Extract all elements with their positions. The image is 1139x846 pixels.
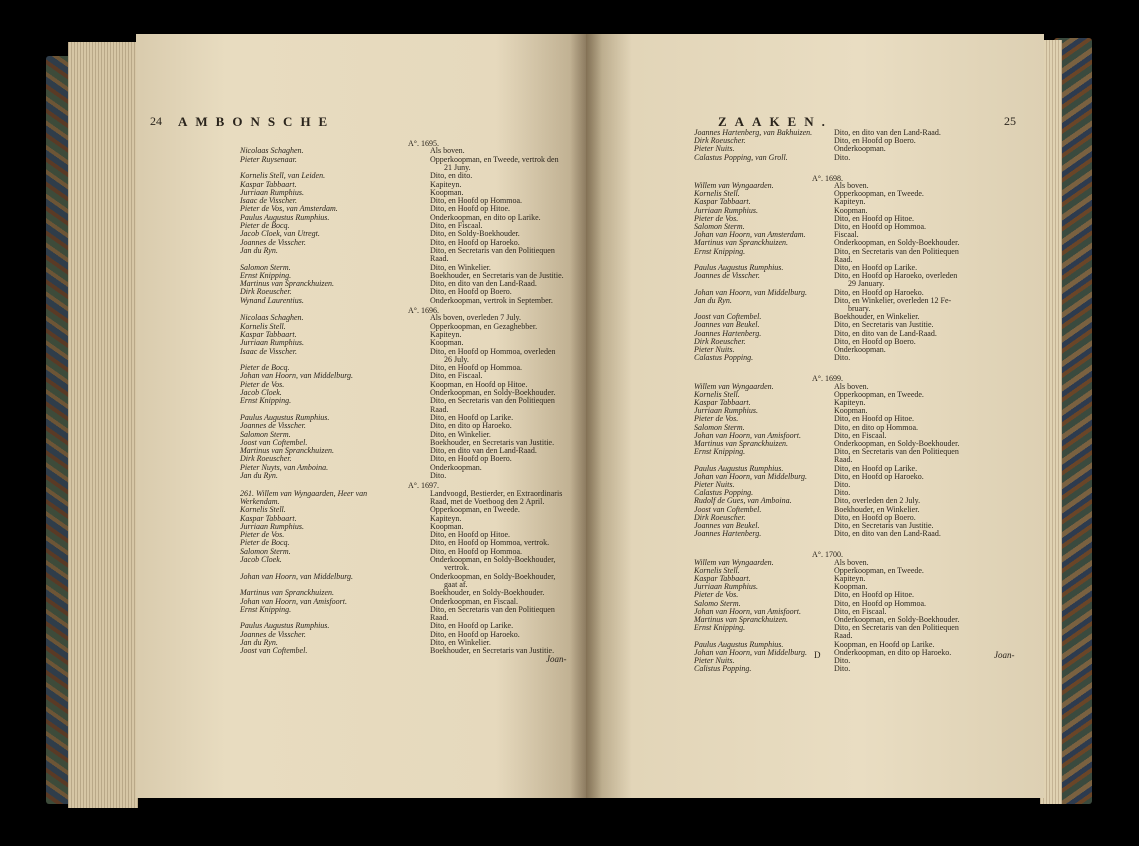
officer-rank: Koopman.: [430, 338, 464, 348]
officer-rank: Dito, en Hoofd op Hommoa.: [834, 222, 926, 231]
officer-name: Joost van Coftembel.: [694, 504, 762, 514]
officer-name: Johan van Hoorn, van Middelburg.: [694, 471, 808, 481]
officer-rank: Dito, en Secretaris van den Politiequen: [430, 245, 555, 255]
officer-rank: Als boven.: [834, 181, 869, 190]
officer-name: Jurriaan Rumphius.: [240, 521, 304, 531]
officer-rank: Onderkoopman, en Fiscaal.: [430, 596, 518, 606]
officer-rank: Dito, en Hoofd op Hitoe.: [834, 590, 914, 600]
officer-name: Jurriaan Rumphius.: [240, 187, 304, 197]
officer-name: Salomon Sterm.: [240, 262, 291, 272]
running-header: ZAAKEN.: [718, 114, 833, 129]
officer-rank: Opperkoopman, en Tweede.: [834, 189, 924, 199]
officer-name: Martinus van Spranckhuizen.: [694, 615, 788, 624]
officer-rank: Dito, en Secretaris van den Politiequen: [834, 246, 959, 256]
officer-name: Paulus Augustus Rumphius.: [240, 621, 330, 631]
year-heading: A°. 1699.: [812, 374, 843, 384]
officer-rank: Dito, en Fiscaal.: [430, 221, 483, 230]
officer-rank: Raad.: [834, 631, 853, 641]
officer-name: 261. Willem van Wyngaarden, Heer van: [240, 488, 368, 498]
officer-name: Pieter de Bocq.: [240, 221, 290, 230]
officer-name: Martinus van Spranckhuizen.: [694, 238, 788, 248]
officer-name: Pieter de Bocq.: [240, 363, 290, 373]
officer-name: Jan du Ryn.: [240, 471, 278, 480]
officer-rank: Raad.: [834, 455, 853, 465]
page-edges-left: [68, 42, 138, 808]
officer-rank: bruary.: [848, 304, 871, 313]
officer-name: Salomon Sterm.: [694, 422, 745, 432]
officer-name: Dirk Roeuscher.: [694, 136, 746, 146]
officer-rank: Fiscaal.: [834, 230, 859, 240]
officer-rank: Als boven.: [834, 557, 869, 567]
officer-rank: Als boven.: [834, 381, 869, 391]
officer-rank: Onderkoopman, vertrok in September.: [430, 295, 553, 305]
officer-rank: 29 January.: [848, 279, 885, 289]
officer-name: Paulus Augustus Rumphius.: [240, 212, 330, 222]
officer-rank: 21 Juny.: [444, 162, 471, 172]
officer-name: Ernst Knipping.: [240, 604, 292, 614]
officer-rank: Dito, en dito van den Land-Raad.: [430, 279, 537, 289]
officer-name: Joannes de Visscher.: [240, 629, 306, 639]
officer-rank: Opperkoopman, en Tweede.: [834, 389, 924, 399]
officer-rank: Dito, en Winkelier, overleden 12 Fe-: [834, 295, 952, 305]
running-header: AMBONSCHE: [178, 114, 336, 129]
officer-rank: Dito, en dito van de Land-Raad.: [834, 328, 937, 338]
officer-name: Kornelis Stell, van Leiden.: [240, 171, 326, 181]
officer-rank: Dito.: [834, 656, 851, 665]
officer-name: Joannes de Visscher.: [240, 237, 306, 247]
signature-mark: D: [814, 650, 821, 660]
year-heading: A°. 1700.: [812, 550, 843, 560]
officer-rank: Dito, en dito op Hommoa.: [834, 422, 918, 432]
catchword: Joan-: [994, 650, 1015, 660]
officer-name: Johan van Hoorn, van Amisfoort.: [694, 430, 801, 440]
officer-rank: Dito, en Hoofd op Larike.: [430, 621, 514, 631]
officer-rank: Dito, en Hoofd op Boero.: [834, 336, 916, 346]
officer-rank: Dito, en Secretaris van den Politiequen: [430, 604, 555, 614]
officer-name: Joost van Coftembel.: [240, 437, 308, 447]
officer-name: Salomon Sterm.: [694, 222, 745, 231]
officer-rank: Als boven, overleden 7 July.: [430, 313, 522, 323]
officer-rank: Dito, en Hoofd op Hitoe.: [430, 530, 510, 540]
officer-rank: Dito, en Secretaris van den Politiequen: [430, 396, 555, 406]
officer-rank: Kapiteyn.: [834, 197, 866, 207]
officer-rank: Dito.: [834, 488, 851, 498]
officer-rank: Dito, en Hoofd op Boero.: [834, 512, 916, 522]
officer-rank: Onderkoopman, en dito op Larike.: [430, 212, 541, 222]
officer-name: Pieter Nuyts, van Amboina.: [240, 462, 329, 472]
officer-name: Pieter Ruysenaar.: [240, 154, 297, 164]
officer-rank: Dito, en dito.: [430, 171, 473, 181]
officer-name: Martinus van Spranckhuizen.: [240, 588, 334, 598]
officer-name: Joannes van Beukel.: [694, 521, 760, 530]
officer-name: Paulus Augustus Rumphius.: [694, 639, 784, 649]
officer-rank: gaat af.: [444, 579, 468, 589]
officer-rank: Dito, en Winkelier.: [430, 638, 491, 647]
officer-name: Pieter Nuits.: [694, 345, 735, 354]
officer-rank: Koopman.: [834, 406, 868, 416]
officer-name: Nicolaas Schaghen.: [240, 146, 304, 156]
officer-name: Kornelis Stell.: [240, 505, 286, 515]
officer-name: Martinus van Spranckhuizen.: [694, 439, 788, 448]
officer-rank: Dito.: [834, 664, 851, 674]
officer-name: Joannes Hartenberg.: [694, 328, 762, 338]
officer-rank: Raad.: [430, 613, 449, 623]
open-book: [46, 34, 1092, 810]
officer-name: Pieter de Vos.: [694, 414, 739, 424]
officer-name: Joost van Coftembel.: [240, 646, 308, 656]
officer-name: Calastus Popping.: [694, 353, 754, 363]
officer-rank: Raad, met de Voetboog den 2 April.: [430, 496, 545, 506]
officer-name: Paulus Augustus Rumphius.: [694, 263, 784, 272]
officer-rank: Dito, en Hoofd op Hitoe.: [834, 213, 914, 223]
officer-rank: Dito, en Hoofd op Boero.: [430, 454, 512, 464]
officer-rank: Dito, en Winkelier.: [430, 262, 491, 272]
officer-name: Calastus Popping.: [694, 488, 754, 498]
officer-rank: Dito, en Hoofd op Hommoa.: [430, 196, 522, 206]
officer-rank: Dito, en Hoofd op Hitoe.: [834, 414, 914, 424]
officer-rank: Onderkoopman, en Soldy-Boekhouder.: [834, 238, 960, 248]
officer-rank: Dito, en Secretaris van Justitie.: [834, 320, 934, 330]
officer-rank: Dito, en Secretaris van den Politiequen: [834, 447, 959, 457]
officer-name: Johan van Hoorn, van Amsterdam.: [694, 230, 806, 240]
officer-rank: Opperkoopman, en Tweede.: [430, 505, 520, 515]
officer-rank: Dito, en Fiscaal.: [834, 606, 887, 616]
officer-rank: Dito, en Hoofd op Haroeko.: [834, 471, 924, 481]
officer-name: Isaac de Visscher.: [240, 196, 297, 206]
officer-rank: Dito, en dito van den Land-Raad.: [834, 529, 941, 539]
officer-name: Pieter de Bocq.: [240, 538, 290, 548]
officer-name: Kornelis Stell.: [694, 565, 740, 575]
officer-rank: Koopman.: [430, 521, 464, 531]
officer-rank: Dito, en Hoofd op Hitoe.: [430, 204, 510, 214]
officer-rank: Boekhouder, en Winkelier.: [834, 312, 920, 322]
officer-rank: Dito, en Secretaris van Justitie.: [834, 521, 934, 530]
officer-name: Calastus Popping, van Groll.: [694, 152, 788, 162]
officer-name: Martinus van Spranckhuizen.: [240, 446, 334, 456]
officer-rank: Dito, en Hoofd op Boero.: [430, 287, 512, 297]
officer-name: Johan van Hoorn, van Amisfoort.: [240, 596, 347, 606]
officer-rank: Onderkoopman, en Soldy-Boekhouder.: [430, 388, 556, 397]
officer-name: Johan van Hoorn, van Middelburg.: [694, 647, 808, 657]
officer-name: Johan van Hoorn, van Amisfoort.: [694, 606, 801, 616]
officer-name: Wynand Laurentius.: [240, 295, 304, 305]
gutter-shadow: [570, 34, 602, 798]
officer-name: Pieter de Vos.: [240, 379, 285, 389]
officer-rank: Dito, en Fiscaal.: [834, 430, 887, 440]
officer-name: Pieter de Vos.: [240, 530, 285, 540]
officer-name: Joannes Hartenberg.: [694, 529, 762, 539]
officer-rank: Raad.: [430, 404, 449, 414]
officer-rank: Kapiteyn.: [834, 574, 866, 583]
officer-rank: Raad.: [834, 254, 853, 264]
officer-rank: Opperkoopman, en Gezaghebber.: [430, 321, 538, 331]
officer-name: Jurriaan Rumphius.: [694, 406, 758, 416]
officer-rank: vertrok.: [444, 563, 470, 573]
officer-rank: Dito, en Hoofd op Haroeko.: [834, 287, 924, 297]
officer-rank: Onderkoopman, en Soldy-Boekhouder,: [430, 555, 556, 564]
officer-name: Rudolf de Gues, van Amboina.: [694, 496, 792, 506]
officer-rank: Als boven.: [430, 146, 465, 156]
officer-rank: Boekhouder, en Winkelier.: [834, 504, 920, 514]
officer-name: Jacob Cloek, van Utregt.: [240, 229, 320, 239]
officer-rank: Onderkoopman, en dito op Haroeko.: [834, 647, 952, 657]
officer-rank: Opperkoopman, en Tweede.: [834, 565, 924, 575]
officer-rank: Kapiteyn.: [834, 398, 866, 407]
officer-name: Kaspar Tabbaart.: [240, 513, 297, 523]
officer-rank: Dito, en dito van den Land-Raad.: [430, 446, 537, 456]
officer-name: Johan van Hoorn, van Middelburg.: [694, 287, 808, 297]
officer-name: Kornelis Stell.: [694, 189, 740, 199]
officer-rank: Onderkoopman.: [430, 462, 482, 472]
officer-name: Jan du Ryn.: [694, 295, 732, 305]
officer-rank: Onderkoopman.: [834, 144, 886, 154]
officer-rank: Dito, en Hoofd op Hommoa.: [834, 598, 926, 608]
officer-name: Jurriaan Rumphius.: [694, 205, 758, 215]
officer-rank: Boekhouder, en Secretaris van Justitie.: [430, 646, 555, 656]
officer-name: Dirk Roeuscher.: [694, 512, 746, 522]
officer-rank: Dito, en dito van den Land-Raad.: [834, 128, 941, 137]
officer-rank: Dito.: [430, 471, 447, 480]
officer-rank: Dito, en Hoofd op Larike.: [834, 263, 918, 272]
officer-rank: Dito.: [834, 353, 851, 363]
officer-name: Joannes de Visscher.: [240, 421, 306, 431]
officer-name: Isaac de Visscher.: [240, 346, 297, 356]
officer-rank: Dito, en Fiscaal.: [430, 371, 483, 381]
officer-rank: Koopman, en Hoofd op Larike.: [834, 639, 935, 649]
officer-rank: Dito, overleden den 2 July.: [834, 496, 921, 506]
officer-rank: Kapiteyn.: [430, 179, 462, 189]
officer-name: Nicolaas Schaghen.: [240, 313, 304, 323]
officer-name: Calistus Popping.: [694, 664, 752, 674]
officer-name: Johan van Hoorn, van Middelburg.: [240, 371, 354, 381]
officer-name: Pieter Nuits.: [694, 656, 735, 665]
officer-name: Jacob Cloek.: [240, 555, 282, 564]
officer-name: Kaspar Tabbaart.: [694, 197, 751, 207]
officer-rank: 26 July.: [444, 354, 469, 364]
officer-name: Pieter de Vos.: [694, 213, 739, 223]
officer-name: Pieter Nuits.: [694, 144, 735, 154]
officer-name: Ernst Knipping.: [240, 270, 292, 280]
officer-name: Willem van Wyngaarden.: [694, 557, 774, 567]
officer-name: Pieter de Vos, van Amsterdam.: [240, 204, 338, 214]
officer-name: Jan du Ryn.: [240, 638, 278, 647]
officer-name: Pieter de Vos.: [694, 590, 739, 600]
officer-rank: Landvoogd, Bestierder, en Extraordinaris: [430, 488, 563, 498]
officer-name: Jacob Cloek.: [240, 388, 282, 397]
officer-rank: Koopman.: [430, 187, 464, 197]
officer-rank: Dito, en Hoofd op Hommoa.: [430, 363, 522, 373]
page-number: 25: [1004, 114, 1016, 128]
officer-rank: Dito, en Hoofd op Haroeko, overleden: [834, 271, 958, 281]
officer-rank: Dito, en dito op Haroeko.: [430, 421, 512, 431]
officer-name: Joannes de Visscher.: [694, 271, 760, 281]
officer-name: Jurriaan Rumphius.: [240, 338, 304, 348]
officer-rank: Raad.: [430, 254, 449, 264]
officer-rank: Dito, en Hoofd op Larike.: [834, 463, 918, 473]
officer-name: Dirk Roeuscher.: [240, 454, 292, 464]
officer-name: Ernst Knipping.: [694, 447, 746, 457]
officer-rank: Dito.: [834, 480, 851, 489]
year-heading: A°. 1696.: [408, 306, 439, 315]
left-page: [136, 34, 586, 798]
officer-rank: Dito, en Hoofd op Hommoa.: [430, 546, 522, 556]
officer-name: Joannes Hartenberg, van Bakhuizen.: [694, 128, 813, 137]
officer-name: Salomon Sterm.: [240, 429, 291, 439]
officer-name: Joost van Coftembel.: [694, 312, 762, 322]
officer-rank: Dito.: [834, 152, 851, 162]
officer-rank: Dito, en Soldy-Boekhouder.: [430, 229, 520, 239]
right-page: [586, 34, 1044, 798]
officer-rank: Dito, en Hoofd op Hommoa, overleden: [430, 346, 556, 356]
officer-rank: Opperkoopman, en Tweede, vertrok den: [430, 154, 559, 164]
officer-name: Joannes van Beukel.: [694, 320, 760, 330]
officer-name: Paulus Augustus Rumphius.: [694, 463, 784, 473]
officer-rank: Onderkoopman, en Soldy-Boekhouder.: [834, 439, 960, 448]
year-heading: A°. 1697.: [408, 481, 439, 491]
officer-rank: Onderkoopman, en Soldy-Boekhouder,: [430, 571, 556, 581]
officer-name: Salomon Sterm.: [240, 546, 291, 556]
officer-rank: Dito, en Hoofd op Haroeko.: [430, 237, 520, 247]
officer-rank: Onderkoopman.: [834, 345, 886, 354]
catchword: Joan-: [546, 654, 567, 664]
officer-name: Dirk Roeuscher.: [240, 287, 292, 297]
officer-rank: Onderkoopman, en Soldy-Boekhouder.: [834, 615, 960, 624]
officer-name: Willem van Wyngaarden.: [694, 381, 774, 391]
year-heading: A°. 1695.: [408, 139, 439, 148]
officer-rank: Dito, en Hoofd op Hommoa, vertrok.: [430, 538, 550, 548]
officer-name: Johan van Hoorn, van Middelburg.: [240, 571, 354, 581]
officer-name: Kaspar Tabbaart.: [694, 398, 751, 407]
officer-rank: Boekhouder, en Soldy-Boekhouder.: [430, 588, 545, 598]
officer-name: Ernst Knipping.: [694, 246, 746, 256]
officer-rank: Dito, en Hoofd op Larike.: [430, 412, 514, 422]
officer-rank: Koopman.: [834, 205, 868, 215]
officer-rank: Koopman.: [834, 582, 868, 592]
officer-name: Paulus Augustus Rumphius.: [240, 412, 330, 422]
officer-name: Martinus van Spranckhuizen.: [240, 279, 334, 289]
officer-rank: Boekhouder, en Secretaris van de Justitie.: [430, 270, 564, 280]
officer-name: Kaspar Tabbaart.: [240, 329, 297, 339]
officer-name: Willem van Wyngaarden.: [694, 181, 774, 190]
officer-name: Kornelis Stell.: [240, 321, 286, 331]
officer-rank: Kapiteyn.: [430, 329, 462, 339]
officer-name: Dirk Roeuscher.: [694, 336, 746, 346]
officer-name: Ernst Knipping.: [694, 623, 746, 633]
officer-rank: Dito, en Hoofd op Boero.: [834, 136, 916, 146]
officer-name: Salomo Sterm.: [694, 598, 741, 608]
officer-rank: Kapiteyn.: [430, 513, 462, 523]
officer-name: Ernst Knipping.: [240, 396, 292, 406]
officer-name: Jan du Ryn.: [240, 245, 278, 255]
officer-rank: Dito, en Secretaris van den Politiequen: [834, 623, 959, 633]
page-number: 24: [150, 114, 162, 128]
officer-name: Kaspar Tabbaart.: [694, 574, 751, 583]
officer-rank: Boekhouder, en Secretaris van Justitie.: [430, 437, 555, 447]
officer-name: Jurriaan Rumphius.: [694, 582, 758, 592]
officer-name: Werkendam.: [240, 496, 280, 506]
year-heading: A°. 1698.: [812, 173, 843, 183]
officer-rank: Koopman, en Hoofd op Hitoe.: [430, 379, 528, 389]
officer-name: Pieter Nuits.: [694, 480, 735, 489]
officer-rank: Dito, en Winkelier.: [430, 429, 491, 439]
officer-rank: Dito, en Hoofd op Haroeko.: [430, 629, 520, 639]
officer-name: Kaspar Tabbaart.: [240, 179, 297, 189]
officer-name: Kornelis Stell.: [694, 389, 740, 399]
